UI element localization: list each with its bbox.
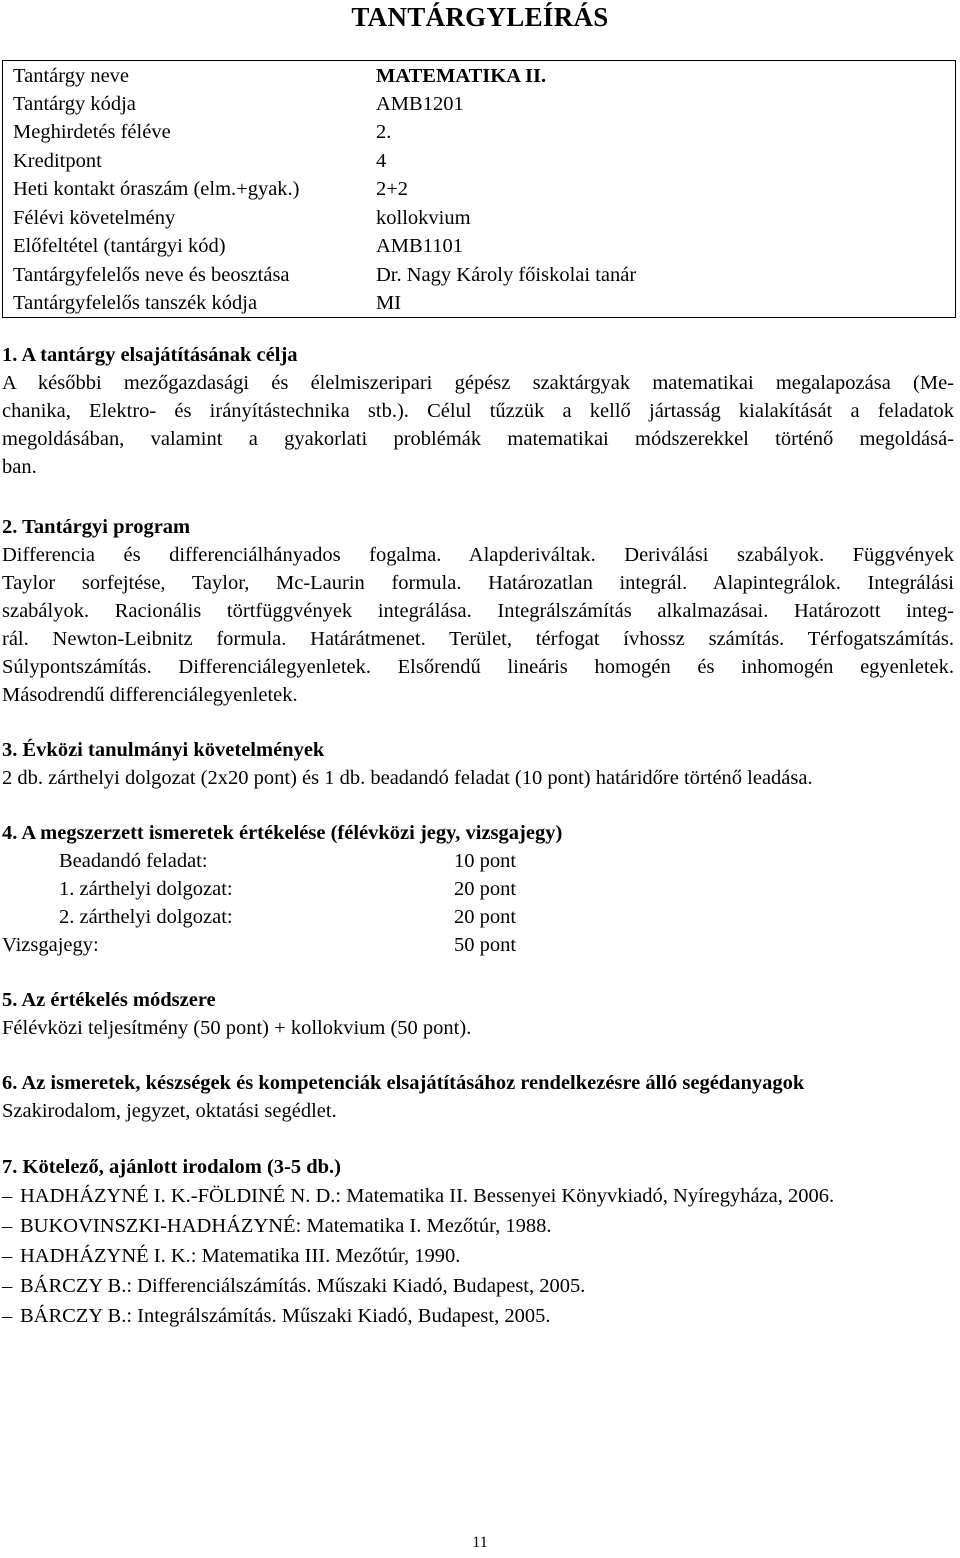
info-row-prerequisite	[3, 232, 955, 260]
section-heading: 6. Az ismeretek, készségek és kompetenciák elsajátításához rendelkezésre álló segédanyagok	[2, 1072, 805, 1094]
literature-text: BÁRCZY B.: Integrálszámítás. Műszaki Kiadó, Budapest, 2005.	[20, 1305, 551, 1327]
info-row-requirement	[3, 204, 955, 232]
info-value: MATEMATIKA II.	[376, 65, 547, 87]
info-label: Tantárgy kódja	[13, 93, 136, 115]
info-value: AMB1101	[376, 235, 463, 257]
grade-value: 20 pont	[454, 878, 517, 900]
paragraph-line: Félévközi teljesítmény (50 pont) + kollokvium (50 pont).	[2, 1017, 472, 1039]
section-heading: 5. Az értékelés módszere	[2, 989, 216, 1011]
literature-item	[2, 1181, 954, 1211]
grade-label: 2. zárthelyi dolgozat:	[59, 906, 233, 928]
paragraph-line: chanika, Elektro- és irányítástechnika stb.). Célul tűzzük a kellő jártasság kialakítását a feladatok	[2, 400, 954, 422]
grade-row	[2, 931, 954, 959]
grade-label: Beadandó feladat:	[59, 850, 208, 872]
info-row-course-code	[3, 90, 955, 118]
info-value: 2+2	[376, 178, 409, 200]
literature-item	[2, 1271, 954, 1301]
paragraph-line: Differencia és differenciálhányados fogalma. Alapderiváltak. Deriválási szabályok. Függvények	[2, 544, 954, 566]
page-title: TANTÁRGYLEÍRÁS	[351, 2, 609, 32]
info-label: Tantárgy neve	[13, 65, 130, 87]
info-label: Félévi követelmény	[13, 207, 176, 229]
paragraph-line: Taylor sorfejtése, Taylor, Mc-Laurin formula. Határozatlan integrál. Alapintegrálok. Integrálási	[2, 572, 954, 594]
grade-row	[2, 875, 954, 903]
section-program	[2, 513, 954, 709]
info-value: MI	[376, 292, 402, 314]
info-value: Dr. Nagy Károly főiskolai tanár	[376, 264, 637, 286]
info-row-department	[3, 289, 955, 317]
paragraph-line: Szakirodalom, jegyzet, oktatási segédlet.	[2, 1100, 337, 1122]
section-literature	[2, 1153, 954, 1331]
section-method	[2, 986, 954, 1042]
literature-item	[2, 1301, 954, 1331]
info-row-responsible	[3, 261, 955, 289]
info-label: Tantárgyfelelős tanszék kódja	[13, 292, 258, 314]
grade-row	[2, 903, 954, 931]
info-label: Előfeltétel (tantárgyi kód)	[13, 235, 226, 257]
paragraph-line: rál. Newton-Leibnitz formula. Határátmenet. Terület, térfogat ívhossz számítás. Térfogatszámítás.	[2, 628, 954, 650]
info-row-contact-hours	[3, 175, 955, 203]
section-evaluation	[2, 819, 954, 959]
info-label: Heti kontakt óraszám (elm.+gyak.)	[13, 178, 300, 200]
info-value: 2.	[376, 121, 392, 143]
paragraph-line: ban.	[2, 456, 37, 478]
info-value: kollokvium	[376, 207, 471, 229]
paragraph-line: megoldásában, valamint a gyakorlati problémák matematikai módszerekkel történő megoldásá-	[2, 428, 954, 450]
paragraph-line: szabályok. Racionális törtfüggvények integrálása. Integrálszámítás alkalmazásai. Határozott integ-	[2, 600, 954, 622]
dash-bullet: –	[2, 1215, 13, 1237]
section-heading: 4. A megszerzett ismeretek értékelése (félévközi jegy, vizsgajegy)	[2, 822, 563, 844]
section-heading: 2. Tantárgyi program	[2, 516, 191, 538]
paragraph-line: Másodrendű differenciálegyenletek.	[2, 684, 298, 706]
course-info-table	[2, 60, 956, 318]
grade-value: 50 pont	[454, 934, 517, 956]
info-value: AMB1201	[376, 93, 464, 115]
paragraph-line: A későbbi mezőgazdasági és élelmiszeripari gépész szaktárgyak matematikai megalapozása (Me-	[2, 372, 954, 394]
section-heading: 3. Évközi tanulmányi követelmények	[2, 739, 325, 761]
paragraph-line: Súlypontszámítás. Differenciálegyenletek. Elsőrendű lineáris homogén és inhomogén egyenletek.	[2, 656, 954, 678]
literature-item	[2, 1211, 954, 1241]
info-label: Meghirdetés féléve	[13, 121, 171, 143]
section-materials	[2, 1069, 954, 1125]
literature-text: BUKOVINSZKI-HADHÁZYNÉ: Matematika I. Mezőtúr, 1988.	[20, 1215, 552, 1237]
section-heading: 7. Kötelező, ajánlott irodalom (3-5 db.)	[2, 1156, 341, 1178]
dash-bullet: –	[2, 1305, 13, 1327]
literature-text: HADHÁZYNÉ I. K.: Matematika III. Mezőtúr, 1990.	[20, 1245, 461, 1267]
info-row-course-name	[3, 62, 955, 90]
section-goal	[2, 341, 954, 481]
info-label: Tantárgyfelelős neve és beosztása	[13, 264, 290, 286]
section-heading: 1. A tantárgy elsajátításának célja	[2, 344, 298, 366]
literature-text: BÁRCZY B.: Differenciálszámítás. Műszaki Kiadó, Budapest, 2005.	[20, 1275, 586, 1297]
literature-item	[2, 1241, 954, 1271]
paragraph-line: 2 db. zárthelyi dolgozat (2x20 pont) és 1 db. beadandó feladat (10 pont) határidőre történő leadása.	[2, 767, 813, 789]
grade-label: 1. zárthelyi dolgozat:	[59, 878, 233, 900]
section-requirements	[2, 736, 954, 792]
info-label: Kreditpont	[13, 150, 102, 172]
grade-label: Vizsgajegy:	[2, 934, 99, 956]
literature-text: HADHÁZYNÉ I. K.-FÖLDINÉ N. D.: Matematika II. Bessenyei Könyvkiadó, Nyíregyháza, 2006.	[20, 1185, 835, 1207]
page-number: 11	[472, 1534, 488, 1551]
grade-row	[2, 847, 954, 875]
grade-value: 20 pont	[454, 906, 517, 928]
info-row-credits	[3, 147, 955, 175]
info-row-semester	[3, 118, 955, 146]
grade-value: 10 pont	[454, 850, 517, 872]
dash-bullet: –	[2, 1185, 13, 1207]
dash-bullet: –	[2, 1245, 13, 1267]
info-value: 4	[376, 150, 387, 172]
dash-bullet: –	[2, 1275, 13, 1297]
